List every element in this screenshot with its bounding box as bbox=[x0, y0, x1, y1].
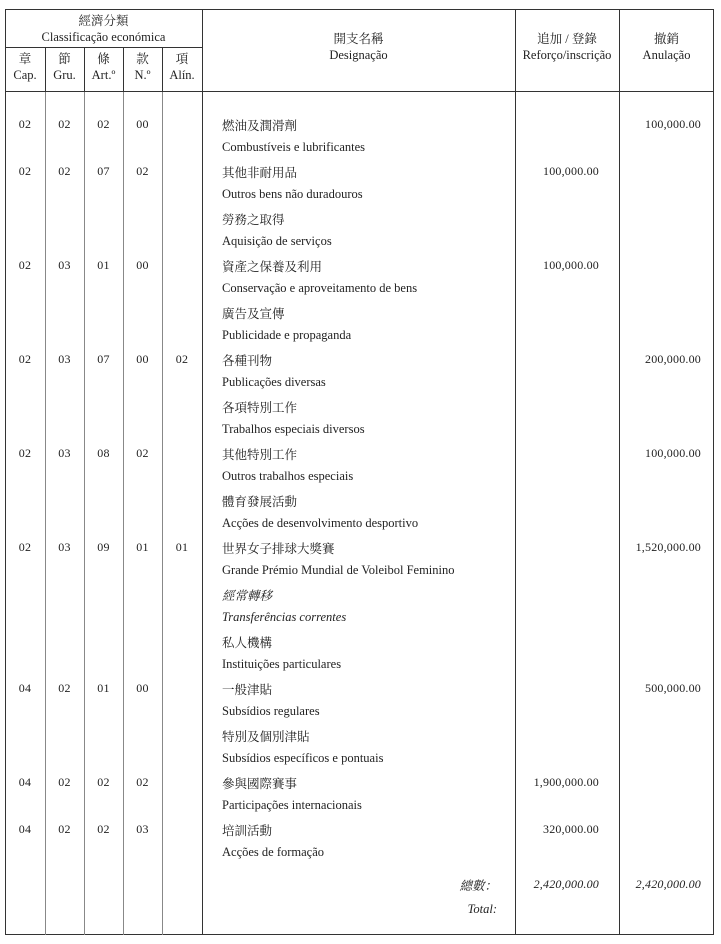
col-alin-pt: Alín. bbox=[169, 68, 195, 82]
designation-zh: 開支名稱 bbox=[333, 32, 384, 46]
amount-anulacao: 100,000.00 bbox=[645, 446, 701, 460]
amount-anulacao: 100,000.00 bbox=[645, 117, 701, 131]
amount-reforco: 100,000.00 bbox=[543, 164, 599, 178]
total-anulacao: 2,420,000.00 bbox=[635, 877, 701, 891]
designation-zh: 燃油及潤滑劑 bbox=[222, 119, 298, 133]
code-alin: 01 bbox=[175, 540, 189, 554]
code-art: 08 bbox=[97, 446, 110, 460]
designation-zh: 體育發展活動 bbox=[222, 495, 298, 509]
designation-zh: 資產之保養及利用 bbox=[222, 260, 323, 274]
designation-zh: 勞務之取得 bbox=[222, 213, 285, 227]
col-no-zh: 款 bbox=[136, 52, 149, 66]
col-no-heading bbox=[123, 51, 162, 83]
reinforcement-pt: Reforço/inscrição bbox=[522, 48, 612, 62]
annulment-pt: Anulação bbox=[642, 48, 691, 62]
column-divider bbox=[45, 91, 46, 935]
col-alin-heading bbox=[162, 51, 202, 83]
classification-zh: 經濟分類 bbox=[78, 14, 129, 28]
amount-anulacao: 500,000.00 bbox=[645, 681, 701, 695]
amount-reforco: 100,000.00 bbox=[543, 258, 599, 272]
code-gru: 02 bbox=[58, 117, 71, 131]
code-art: 07 bbox=[97, 164, 110, 178]
col-art-zh: 條 bbox=[97, 52, 110, 66]
total-label-zh: 總數： bbox=[459, 879, 497, 893]
col-cap-zh: 章 bbox=[18, 52, 32, 66]
designation-pt: Publicações diversas bbox=[222, 374, 326, 389]
column-divider bbox=[123, 91, 124, 935]
reinforcement-heading bbox=[515, 31, 619, 63]
code-gru: 03 bbox=[58, 540, 71, 554]
designation-zh: 各項特別工作 bbox=[222, 401, 298, 415]
col-no-pt: N.º bbox=[134, 68, 151, 82]
code-gru: 03 bbox=[58, 446, 71, 460]
code-art: 09 bbox=[97, 540, 110, 554]
code-cap: 02 bbox=[18, 540, 32, 554]
column-divider bbox=[84, 91, 85, 935]
designation-pt: Aquisição de serviços bbox=[222, 233, 332, 248]
col-art-heading bbox=[84, 51, 123, 83]
annulment-zh: 撤銷 bbox=[653, 32, 679, 46]
code-no: 02 bbox=[136, 164, 149, 178]
designation-pt: Outros bens não duradouros bbox=[222, 186, 363, 201]
code-gru: 03 bbox=[58, 352, 71, 366]
annulment-heading bbox=[619, 31, 714, 63]
col-gru-pt: Gru. bbox=[53, 68, 76, 82]
col-cap-pt: Cap. bbox=[13, 68, 37, 82]
code-art: 01 bbox=[97, 258, 110, 272]
code-gru: 02 bbox=[58, 775, 71, 789]
designation-pt: Transferências correntes bbox=[222, 609, 347, 624]
code-no: 01 bbox=[136, 540, 149, 554]
column-divider bbox=[515, 9, 516, 935]
col-gru-zh: 節 bbox=[58, 52, 71, 66]
designation-zh: 各種刊物 bbox=[222, 354, 273, 368]
column-divider bbox=[202, 9, 203, 935]
amount-anulacao: 200,000.00 bbox=[645, 352, 701, 366]
code-cap: 02 bbox=[18, 164, 32, 178]
code-cap: 04 bbox=[18, 822, 32, 836]
col-art-pt: Art.º bbox=[91, 68, 116, 82]
designation-pt: Subsídios específicos e pontuais bbox=[222, 750, 384, 765]
code-gru: 03 bbox=[58, 258, 71, 272]
col-alin-zh: 項 bbox=[175, 52, 189, 66]
designation-zh: 世界女子排球大獎賽 bbox=[222, 542, 335, 556]
designation-pt: Outros trabalhos especiais bbox=[222, 468, 354, 483]
code-no: 02 bbox=[136, 775, 149, 789]
code-cap: 04 bbox=[18, 775, 32, 789]
amount-anulacao: 1,520,000.00 bbox=[635, 540, 701, 554]
col-gru-heading bbox=[45, 51, 84, 83]
code-art: 07 bbox=[97, 352, 110, 366]
code-cap: 02 bbox=[18, 258, 32, 272]
amount-reforco: 1,900,000.00 bbox=[533, 775, 599, 789]
designation-zh: 經常轉移 bbox=[222, 589, 273, 603]
designation-zh: 特別及個別津貼 bbox=[222, 730, 310, 744]
code-no: 00 bbox=[136, 681, 149, 695]
code-no: 00 bbox=[136, 352, 149, 366]
designation-pt: Instituições particulares bbox=[222, 656, 342, 671]
code-gru: 02 bbox=[58, 822, 71, 836]
designation-pt: Grande Prémio Mundial de Voleibol Feminino bbox=[222, 562, 455, 577]
code-cap: 02 bbox=[18, 446, 32, 460]
header-rule bbox=[5, 91, 714, 92]
total-reforco: 2,420,000.00 bbox=[533, 877, 599, 891]
designation-pt: Trabalhos especiais diversos bbox=[222, 421, 365, 436]
classification-heading bbox=[5, 13, 202, 45]
code-gru: 02 bbox=[58, 164, 71, 178]
designation-pt: Designação bbox=[329, 48, 388, 62]
designation-pt: Combustíveis e lubrificantes bbox=[222, 139, 366, 154]
designation-zh: 私人機構 bbox=[222, 636, 273, 650]
designation-pt: Subsídios regulares bbox=[222, 703, 320, 718]
designation-pt: Acções de desenvolvimento desportivo bbox=[222, 515, 419, 530]
amount-reforco: 320,000.00 bbox=[543, 822, 599, 836]
designation-pt: Conservação e aproveitamento de bens bbox=[222, 280, 418, 295]
col-cap-heading bbox=[5, 51, 45, 83]
designation-pt: Participações internacionais bbox=[222, 797, 362, 812]
designation-pt: Acções de formação bbox=[222, 844, 325, 859]
code-cap: 02 bbox=[18, 117, 32, 131]
code-art: 02 bbox=[97, 822, 110, 836]
classification-pt: Classificação económica bbox=[41, 30, 166, 44]
code-art: 02 bbox=[97, 117, 110, 131]
designation-pt: Publicidade e propaganda bbox=[222, 327, 352, 342]
column-divider bbox=[619, 9, 620, 935]
designation-zh: 廣告及宣傳 bbox=[222, 307, 285, 321]
designation-zh: 其他特別工作 bbox=[222, 448, 298, 462]
code-gru: 02 bbox=[58, 681, 71, 695]
reinforcement-zh: 追加 / 登錄 bbox=[537, 32, 597, 46]
code-cap: 02 bbox=[18, 352, 32, 366]
designation-zh: 參與國際賽事 bbox=[222, 777, 298, 791]
header-rule bbox=[5, 47, 202, 48]
designation-heading bbox=[202, 31, 515, 63]
column-divider bbox=[162, 91, 163, 935]
code-art: 02 bbox=[97, 775, 110, 789]
code-alin: 02 bbox=[175, 352, 189, 366]
code-no: 00 bbox=[136, 117, 149, 131]
designation-zh: 一般津貼 bbox=[222, 683, 273, 697]
code-no: 03 bbox=[136, 822, 149, 836]
designation-zh: 其他非耐用品 bbox=[222, 166, 298, 180]
code-art: 01 bbox=[97, 681, 110, 695]
code-no: 02 bbox=[136, 446, 149, 460]
code-cap: 04 bbox=[18, 681, 32, 695]
designation-zh: 培訓活動 bbox=[222, 824, 273, 838]
total-label-pt: Total: bbox=[467, 902, 497, 916]
code-no: 00 bbox=[136, 258, 149, 272]
